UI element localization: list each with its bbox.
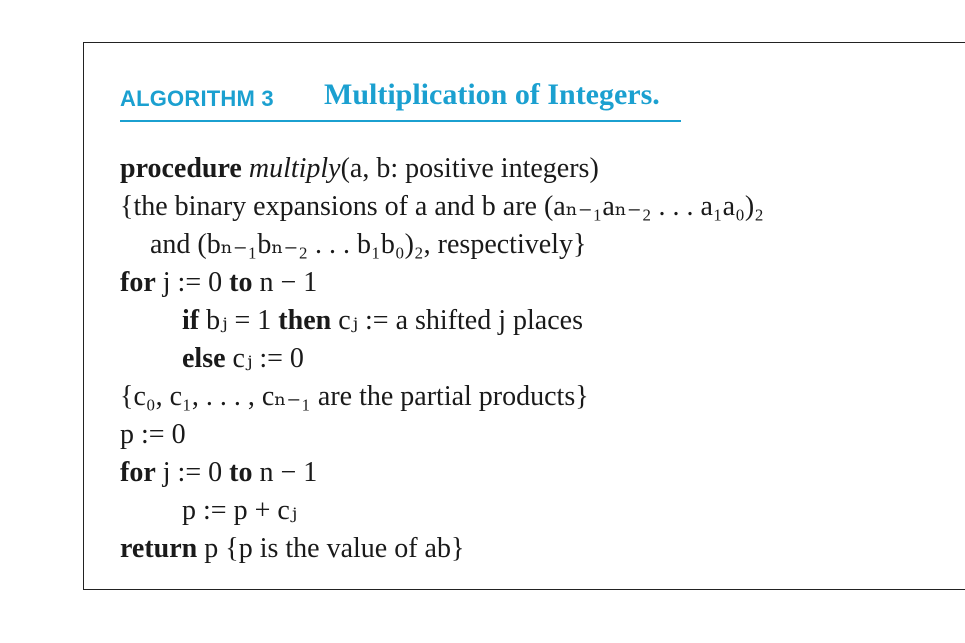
keyword-return: return: [120, 533, 198, 564]
code-line-2: [120, 190, 764, 224]
algorithm-heading: [120, 76, 681, 122]
code-line-9: [120, 456, 317, 490]
code-line-3: [150, 228, 586, 262]
for-init: j := 0: [162, 267, 223, 298]
code-line-5: [182, 304, 583, 338]
keyword-then: then: [278, 305, 332, 336]
keyword-else: else: [182, 343, 226, 374]
code-line-8: [120, 418, 186, 452]
comment-binary-expansion-b: and (bₙ₋₁bₙ₋₂ . . . b₁b₀)₂, respectively}: [150, 229, 587, 260]
code-line-6: [182, 342, 304, 376]
keyword-for: for: [120, 267, 156, 298]
keyword-for-2: for: [120, 457, 156, 488]
comment-partial-products: {c₀, c₁, . . . , cₙ₋₁ are the partial products}: [120, 381, 589, 412]
code-line-10: [182, 494, 297, 528]
accumulate-statement: p := p + cⱼ: [182, 495, 298, 526]
algorithm-label: ALGORITHM 3: [120, 86, 274, 111]
code-line-7: [120, 380, 589, 414]
else-statement: cⱼ := 0: [232, 343, 304, 374]
for-bound: n − 1: [259, 267, 318, 298]
keyword-procedure: procedure: [120, 153, 242, 184]
procedure-params: (a, b: positive integers): [340, 153, 599, 184]
keyword-to-2: to: [229, 457, 253, 488]
if-condition: bⱼ = 1: [206, 305, 272, 336]
comment-binary-expansion-a: {the binary expansions of a and b are (aₙ₋₁aₙ₋₂ . . . a₁a₀)₂: [120, 191, 764, 222]
code-line-11: [120, 532, 464, 566]
code-line-1: [120, 152, 599, 186]
code-line-4: [120, 266, 317, 300]
algorithm-title: Multiplication of Integers.: [324, 78, 660, 111]
for-bound-2: n − 1: [259, 457, 318, 488]
then-statement: cⱼ := a shifted j places: [338, 305, 583, 336]
return-statement: p {p is the value of ab}: [204, 533, 465, 564]
init-p: p := 0: [120, 419, 186, 450]
keyword-if: if: [182, 305, 200, 336]
keyword-to: to: [229, 267, 253, 298]
procedure-name: multiply: [248, 153, 341, 184]
for-init-2: j := 0: [162, 457, 223, 488]
